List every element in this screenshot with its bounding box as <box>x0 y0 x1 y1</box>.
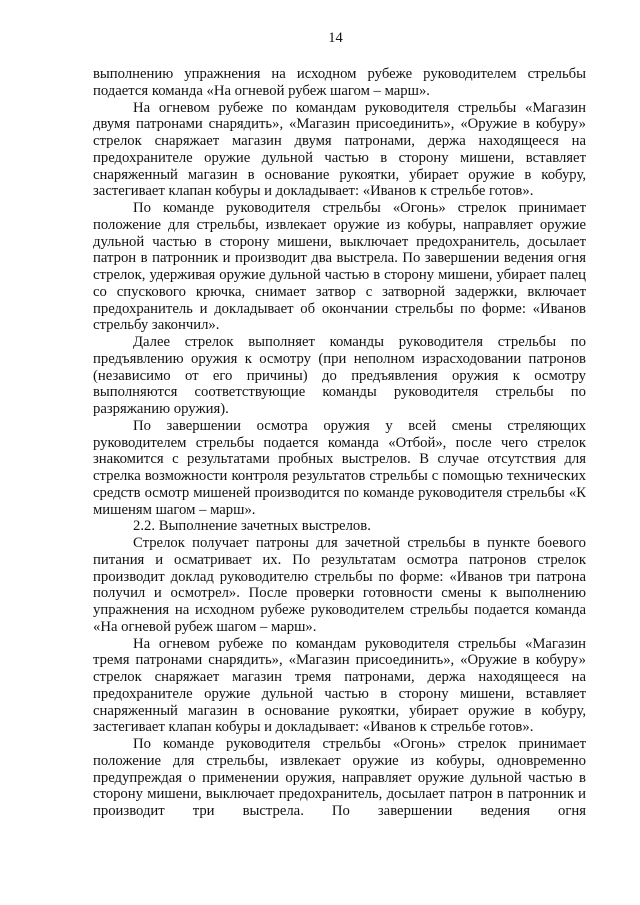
paragraph-fire-two-shots: По команде руководителя стрельбы «Огонь» стрелок принимает положение для стрельбы, извлекает оружие из кобуры, направляет оружие дульной частью в сторону мишени, выключает предохранитель, досылает патрон в патронник и производит два выстрела. По завершении ведения огня стрелок, удерживая оружие дульной частью в сторону мишени, убирает палец со спускового крючка, снимает затвор с затворной задержки, включает предохранитель и докладывает об окончании стрельбы по форме: «Иванов стрельбу закончил». <box>93 200 586 334</box>
paragraph-fire-three-shots: По команде руководителя стрельбы «Огонь» стрелок принимает положение для стрельбы, извлекает оружие из кобуры, одновременно предупреждая о применении оружия, направляет оружие дульной частью в сторону мишени, выключает предохранитель, досылает патрон в патронник и производит три выстрела. По завершении ведения огня <box>93 736 586 819</box>
paragraph-continuation: выполнению упражнения на исходном рубеже руководителем стрельбы подается команда «На огневой рубеж шагом – марш». <box>93 66 586 99</box>
paragraph-results-review: По завершении осмотра оружия у всей смены стреляющих руководителем стрельбы подается команда «Отбой», после чего стрелок знакомится с результатами пробных выстрелов. В случае отсутствия для стрелка возможности контроля результатов стрельбы с помощью технических средств осмотр мишеней производится по команде руководителя стрельбы «К мишеням шагом – марш». <box>93 417 586 518</box>
section-heading-scoring-shots: 2.2. Выполнение зачетных выстрелов. <box>133 518 371 535</box>
paragraph-receive-rounds: Стрелок получает патроны для зачетной стрельбы в пункте боевого питания и осматривает их. По результатам осмотра патронов стрелок производит доклад руководителю стрельбы по форме: «Иванов три патрона получил и осмотрел». После проверки готовности смены к выполнению упражнения на исходном рубеже руководителем стрельбы подается команда «На огневой рубеж шагом – марш». <box>93 535 586 635</box>
paragraph-load-two-rounds: На огневом рубеже по командам руководителя стрельбы «Магазин двумя патронами снарядить», «Магазин присоединить», «Оружие в кобуру» стрелок снаряжает магазин двумя патронами, держа находящееся на предохранителе оружие дульной частью в сторону мишени, вставляет снаряженный магазин в основание рукоятки, убирает оружие в кобуру, застегивает клапан кобуры и докладывает: «Иванов к стрельбе готов». <box>93 99 586 200</box>
page-number: 14 <box>328 30 343 46</box>
paragraph-weapon-inspection: Далее стрелок выполняет команды руководителя стрельбы по предъявлению оружия к осмотру (при неполном израсходовании патронов (независимо от его причины) до предъявления оружия к осмотру выполняются соответствующие команды руководителя стрельбы по разряжанию оружия). <box>93 334 586 417</box>
paragraph-load-three-rounds: На огневом рубеже по командам руководителя стрельбы «Магазин тремя патронами снарядить», «Магазин присоединить», «Оружие в кобуру» стрелок снаряжает магазин тремя патронами, держа находящееся на предохранителе оружие дульной частью в сторону мишени, вставляет снаряженный магазин в основание рукоятки, убирает оружие в кобуру, застегивает клапан кобуры и докладывает: «Иванов к стрельбе готов». <box>93 635 586 736</box>
